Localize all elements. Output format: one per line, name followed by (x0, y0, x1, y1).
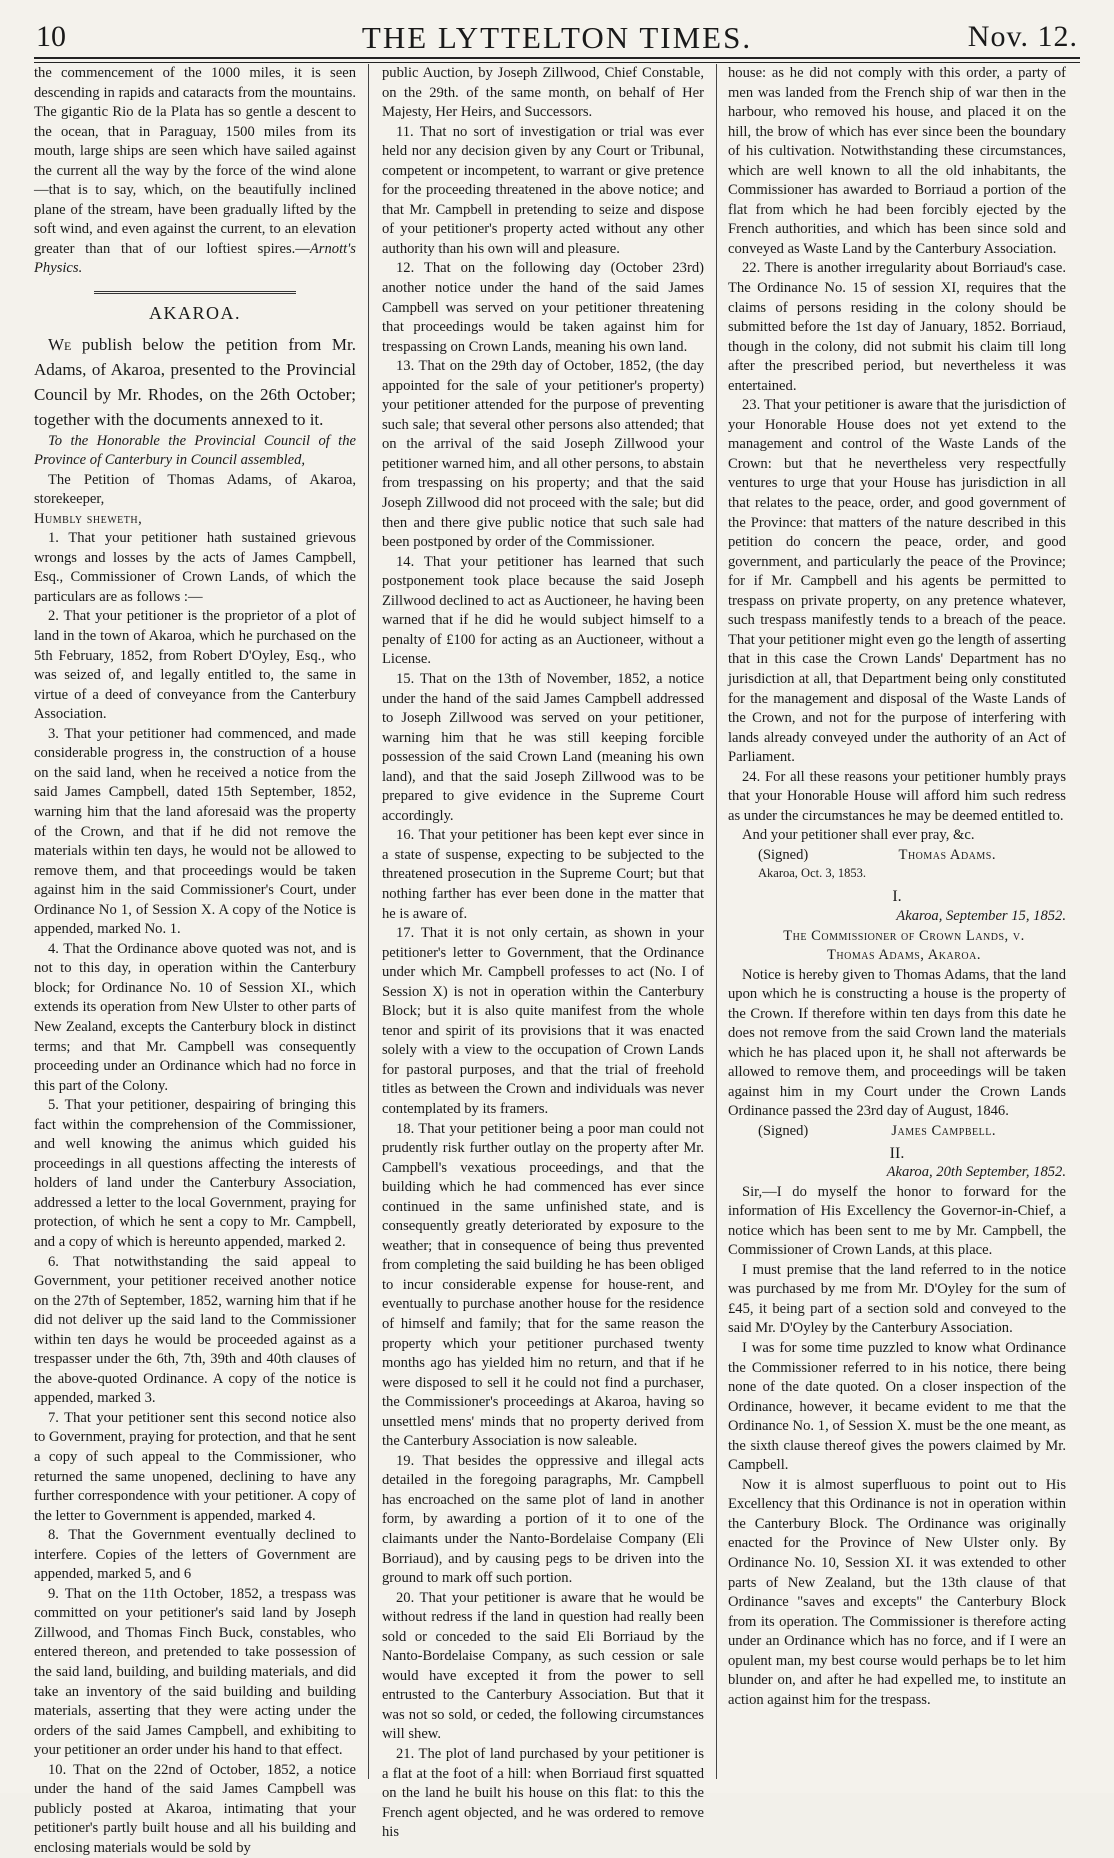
letter-paragraph: I must premise that the land referred to in the notice was purchased by me from Mr. D'Oyley for the sum of £45, it being part of a section sold and conveyed to the said Mr. D'Oyley by the Canterbury Association. (728, 1261, 1066, 1337)
petition-paragraph: 12. That on the following day (October 23rd) another notice under the hand of the said James Campbell was served on your petitioner threatening that proceedings would be taken against him for trespassing on Crown Lands, meaning his own land. (382, 260, 704, 355)
petition-paragraph: 13. That on the 29th day of October, 1852, (the day appointed for the sale of your petitioner's property) your petitioner attended for the purpose of preventing such sale; that several other persons also attended; that on the arrival of the said Joseph Zillwood your petitioner warned him, and all other persons, to abstain from trespassing on his property; and that the said Joseph Zillwood did not proceed with the sale; but did then and there give public notice that such sale had been postponed by order of the Commissioner. (382, 358, 704, 551)
petition-paragraph: 16. That your petitioner has been kept ever since in a state of suspense, expecting to be subjected to the threatened prosecution in the Supreme Court; but that nothing farther has ever been done in the matter that he is aware of. (382, 827, 704, 922)
petition-paragraph: 21. The plot of land purchased by your petitioner is a flat at the foot of a hill: when Borriaud first squatted on the land he built his house on this flat: to this the French agent objected, and he was ordered to remove his (382, 1746, 704, 1841)
petition-closing: And your petitioner shall ever pray, &c. (742, 827, 975, 844)
article-text-body: the commencement of the 1000 miles, it is seen descending in rapids and cataracts from the mountains. The gigantic Rio de la Plata has so gentle a descent to the ocean, that in Paraguay, 1500 miles from its mouth, large ships are seen which have sailed against the current all the way by the force of the wind alone—that is to say, which, on the beautifully inclined plane of the stream, have been gradually lifted by the soft wind, and even against the current, to an elevation greater than that of our loftiest spires.— (34, 65, 356, 257)
petition-paragraph: 20. That your petitioner is aware that he would be without redress if the land in question had really been sold or conceded to the said Eli Borriaud by the Nanto-Bordelaise Company, as such cession or sale would have excepted it from the power to sell entrusted to the Canterbury Association. But that it was not so sold, or ceded, the following circumstances will shew. (382, 1589, 704, 1743)
lead-paragraph (34, 332, 356, 432)
petition-paragraph: 17. That it is not only certain, as shown in your petitioner's letter to Government, that the Ordinance under which Mr. Campbell professes to act (No. I of Session X) is not in operation within the Canterbury Block; but it is also quite manifest from the whole tenor and spirit of its provisions that it was enacted solely with a view to the occupation of Crown Lands for pastoral purposes, and that the trial of freehold titles as between the Crown and individuals was never contemplated by its framers. (382, 925, 704, 1117)
signature-place-date: Akaroa, Oct. 3, 1853. (758, 866, 866, 881)
article-source: Arnott's Physics. (34, 240, 356, 277)
petition-paragraph: house: as he did not comply with this order, a party of men was landed from the French ship of war then in the harbour, who removed his house, and placed it on the hill, the brow of which has ever since been the boundary of his cultivation. Notwithstanding these circumstances, which are well known to all the old inhabitants, the Commissioner has awarded to Borriaud a portion of the flat from which he had been forcibly ejected by the French authorities, and which has been since sold and conveyed as Waste Land by the Canterbury Association. (728, 65, 1066, 257)
column-2 (382, 64, 704, 1841)
petition-paragraph: 9. That on the 11th October, 1852, a trespass was committed on your petitioner's said land by Joseph Zillwood, and Thomas Finch Buck, constables, who entered thereon, and pretended to take possession of the said land, building, and building materials, and did take an inventory of the said building and building materials, asserting that they were acting under the orders of the said James Campbell, and exhibiting to your petitioner an order under his hand to that effect. (34, 1585, 356, 1759)
petition-paragraph: 3. That your petitioner had commenced, and made considerable progress in, the construction of a house on the said land, when he received a notice from the said James Campbell, dated 15th September, 1852, warning him that the land aforesaid was the property of the Crown, and that if he did not remove the materials within ten days, he would not be allowed to remove them, and that proceedings would be taken against him in the said Commissioner's Court, under Ordinance No 1, of Session X. A copy of the Notice is appended, marked No. 1. (34, 725, 356, 938)
section-rule (94, 291, 296, 294)
petition-paragraph: 8. That the Government eventually declined to interfere. Copies of the letters of Government are appended, marked 5, and 6 (34, 1527, 356, 1583)
column-3 (728, 64, 1066, 1784)
annex-body: Notice is hereby given to Thomas Adams, that the land upon which he is constructing a house is the property of the Crown. If therefore within ten days from this date he does not remove from the said Crown land the materials which he has placed upon it, he shall not afterwards be allowed to remove them, and proceedings will be taken against him in my Court under the Crown Lands Ordinance passed the 23rd day of August, 1846. (728, 966, 1066, 1120)
lead-text: publish below the petition from Mr. Adams, of Akaroa, presented to the Provincial Council by Mr. Rhodes, on the 26th October; together with the documents annexed to it. (34, 334, 356, 429)
petition-paragraph: 4. That the Ordinance above quoted was not, and is not to this day, in operation within the Canterbury block; for Ordinance No. 10 of Session XI., which extends its operation from New Ulster to other parts of New Zealand, excepts the Canterbury block in distinct terms; and that Mr. Campbell was consequently proceeding under an Ordinance which had no force in this part of the Colony. (34, 940, 356, 1094)
signed-label: (Signed) (758, 846, 809, 863)
annex-date: Akaroa, September 15, 1852. (896, 907, 1066, 924)
petition-paragraph: 7. That your petitioner sent this second notice also to Government, praying for protection, and that he sent a copy of such appeal to the Commissioner, who returned the same unopened, declining to have any further correspondence with your petitioner. A copy of the letter to Government is appended, marked 4. (34, 1409, 356, 1524)
petition-paragraph: public Auction, by Joseph Zillwood, Chief Constable, on the 29th. of the same month, on behalf of Her Majesty, Her Heirs, and Successors. (382, 65, 704, 121)
letter-paragraph: Sir,—I do myself the honor to forward for the information of His Excellency the Governor-in-Chief, a notice which has been sent to me by Mr. Campbell, the Commissioner of Crown Lands, at this place. (728, 1183, 1066, 1259)
petition-paragraph: 5. That your petitioner, despairing of bringing this fact within the comprehension of the Commissioner, and well knowing the animus which guided his proceedings in all questions affecting the interests of holders of land under the Canterbury Association, addressed a letter to the local Government, praying for protection, of which he sent a copy to Mr. Campbell, and a copy of which is hereunto appended, marked 2. (34, 1097, 356, 1250)
petition-paragraph: 15. That on the 13th of November, 1852, a notice under the hand of the said James Campbell addressed to Joseph Zillwood was served on your petitioner, warning him that he was still keeping forcible possession of the said Crown Land (meaning his own land), and that the said Joseph Zillwood was to be prepared to give evidence in the Supreme Court accordingly. (382, 670, 704, 824)
letter-paragraph: Now it is almost superfluous to point out to His Excellency that this Ordinance is not in operation within the Canterbury Block. The Ordinance was originally enacted for the Province of New Ulster only. By Ordinance No. 10, Session XI. it was extended to other parts of New Zealand, but the 13th clause of that Ordinance "saves and excepts" the Canterbury Block from its operation. The Commissioner is therefore acting under an Ordinance which has no force, and if I were an opulent man, my best course would perhaps be to let him blunder on, and after he had expelled me, to institute an action against him for the trespass. (728, 1476, 1066, 1708)
petition-paragraph: 22. There is another irregularity about Borriaud's case. The Ordinance No. 15 of session XI, requires that the claims of persons residing in the colony should be submitted before the 1st day of January, 1852. Borriaud, though in the colony, did not submit his claim till long after the prescribed period, but nevertheless it was entertained. (728, 260, 1066, 394)
masthead (34, 18, 1080, 58)
petition-paragraph: 19. That besides the oppressive and illegal acts detailed in the foregoing paragraphs, Mr. Campbell has encroached on the same plot of land in another form, by awarding a portion of it to one of the claimants under the Nanto-Bordelaise Company (Eli Borriaud), and by causing pegs to be driven into the ground to mark off such portion. (382, 1452, 704, 1587)
annex-signature (728, 1122, 1066, 1142)
petition-paragraph: 23. That your petitioner is aware that the jurisdiction of your Honorable House does not yet extend to the management and control of the Waste Lands of the Crown: but that he nevertheless very respectfully ventures to urge that your House has jurisdiction in all that relates to the peace, order, and good government of the Province: that matters of the nature described in this petition do concern the peace, order, and good government, and particularly the peace of the Province; for if Mr. Campbell and his agents be permitted to trespass on private property, on any pretence whatever, such trespass manifestly tends to a breach of the peace. That your petitioner might even go the length of asserting that in this case the Crown Lands' Department has no jurisdiction at all, that Department being only constituted for the management and disposal of the Waste Lands of the Crown, and not for the purpose of interfering with lands already conveyed under the authority of an Act of Parliament. (728, 397, 1066, 766)
masthead-rule (34, 57, 1080, 63)
signer-name: Thomas Adams. (898, 846, 996, 863)
signed-label: (Signed) (758, 1122, 809, 1139)
column-divider (368, 64, 369, 1779)
column-divider (716, 64, 717, 1779)
newspaper-title: THE LYTTELTON TIMES. (361, 20, 753, 55)
humbly-sheweth: Humbly sheweth, (34, 510, 143, 527)
petition-paragraph: 1. That your petitioner hath sustained grievous wrongs and losses by the acts of James Campbell, Esq., Commissioner of Crown Lands, of which the particulars are as follows :— (34, 530, 356, 605)
petition-paragraph: 14. That your petitioner has learned that such postponement took place because the said Joseph Zillwood declined to act as Auctioneer, he having been warned that if he did he would subject himself to a penalty of £100 for acting as an Auctioneer, without a License. (382, 553, 704, 668)
article-text (34, 64, 356, 279)
lead-first-word: We (48, 334, 72, 354)
annex-address: The Commissioner of Crown Lands, v. (783, 927, 1025, 944)
signer-name: James Campbell. (891, 1122, 996, 1139)
petition-signature (728, 846, 1066, 866)
petition-address: To the Honorable the Provincial Council of the Province of Canterbury in Council assembled, (34, 432, 356, 469)
letter-paragraph: I was for some time puzzled to know what Ordinance the Commissioner referred to in his notice, there being none of the date quoted. On a closer inspection of the Ordinance, however, it became evident to me that the Ordinance No. 1, of Session X. must be the one meant, as the sixth clause thereof gives the powers claimed by Mr. Campbell. (728, 1340, 1066, 1474)
annex-address: Thomas Adams, Akaroa. (826, 947, 982, 964)
petition-paragraph: 2. That your petitioner is the proprietor of a plot of land in the town of Akaroa, which he purchased on the 5th February, 1852, from Robert D'Oyley, Esq., who was seized of, and legally entitled to, the same in virtue of a deed of conveyance from the Canterbury Association. (34, 608, 356, 723)
annex-number: II. (889, 1144, 905, 1162)
petition-paragraph: 11. That no sort of investigation or trial was ever held nor any decision given by any Court or Tribunal, competent or incompetent, to warrant or give pretence for the proceeding threatened in the above notice; and that Mr. Campbell in pretending to seize and dispose of your petitioner's property acted without any other authority than his own will and pleasure. (382, 123, 704, 257)
petition-paragraph: 10. That on the 22nd of October, 1852, a notice under the hand of the said James Campbell was publicly posted at Akaroa, intimating that your petitioner's partly built house and all his building and enclosing materials would be sold by (34, 1761, 356, 1856)
section-heading: AKAROA. (148, 303, 241, 324)
petition-of: The Petition of Thomas Adams, of Akaroa, storekeeper, (34, 471, 356, 508)
column-1 (34, 64, 356, 1856)
annex-number: I. (892, 888, 902, 906)
page-number: 10 (36, 20, 66, 53)
petition-paragraph: 24. For all these reasons your petitioner humbly prays that your Honorable House will afford him such redress as under the circumstances he may be deemed entitled to. (728, 768, 1066, 824)
petition-paragraph: 18. That your petitioner being a poor man could not prudently risk further outlay on the property after Mr. Campbell's vexatious proceedings, and that the building which he had commenced has ever since continued in the same unfinished state, and is consequently greatly deteriorated by exposure to the weather; that in consequence of being thus prevented from completing the said building he has been obliged to incur considerable expense for house-rent, and eventually to purchase another house for the residence of himself and family; that for the same reason the property which your petitioner purchased twenty months ago has yielded him no return, and that if he were disposed to sell it he could not find a purchaser, the Commissioner's proceedings at Akaroa, having so unsettled mens' minds that no property derived from the Canterbury Association is now saleable. (382, 1120, 704, 1450)
annex-date: Akaroa, 20th September, 1852. (886, 1164, 1066, 1181)
issue-date: Nov. 12. (967, 20, 1078, 53)
petition-paragraph: 6. That notwithstanding the said appeal to Government, your petitioner received another notice on the 27th of September, 1852, warning him that if he did not deliver up the said land to the Commissioner within ten days he would be proceeded against as a trespasser under the 6th, 7th, 39th and 40th clauses of the above-quoted Ordinance. A copy of the notice is appended, marked 3. (34, 1253, 356, 1407)
